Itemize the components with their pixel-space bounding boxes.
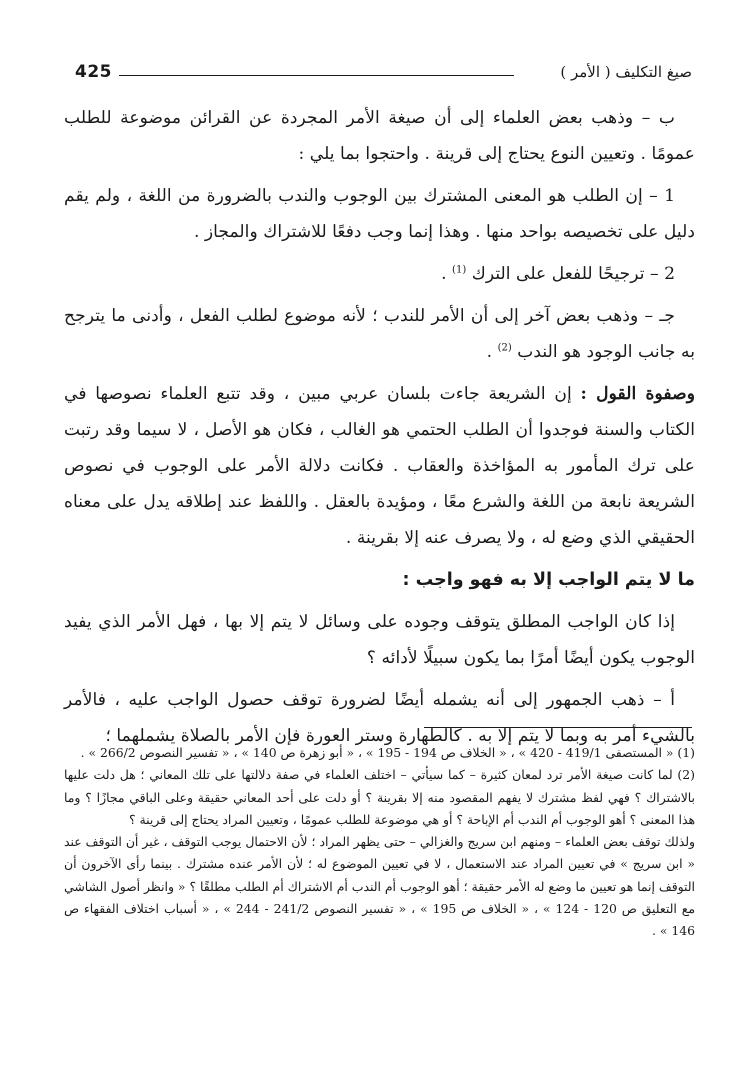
paragraph-j: [64, 298, 695, 370]
main-text: [64, 100, 695, 760]
section-heading: ما لا يتم الواجب إلا به فهو واجب :: [402, 570, 695, 590]
footnote-2: (2) لما كانت صيغة الأمر ترد لمعان كثيرة – كما سيأتي – اختلف العلماء في صفة دلالتها على تلك المعاني ؛ هل دلت عليها بالاشتراك ؟ فهي لفظ مشترك لا يفهم المقصود منه إلا بقرينة ؟ أو دلت على أحد المعاني حقيقة وعلى الباقي مجازًا ؟ وما هذا المعنى ؟ أهو الوجوب أم الندب أم الإباحة ؟ أو هي موضوعة للطلب عمومًا ، وتعيين المراد يحتاج إلى قرينة ؟: [64, 767, 695, 827]
paragraph-2: [64, 256, 695, 292]
paragraph-2-end: .: [441, 264, 453, 284]
footnote-ref-1[interactable]: (1): [452, 264, 467, 276]
paragraph-2-text: 2 – ترجيحًا للفعل على الترك: [471, 264, 675, 284]
paragraph-a: أ – ذهب الجمهور إلى أنه يشمله أيضًا لضرورة توقف حصول الواجب عليه ، فالأمر بالشيء أمر به وبما لا يتم إلا به . كالطهارة وستر العورة فإن الأمر بالصلاة يشملهما ؛: [64, 690, 695, 746]
question-paragraph: إذا كان الواجب المطلق يتوقف وجوده على وسائل لا يتم إلا بها ، فهل الأمر الذي يفيد الوجوب يكون أيضًا أمرًا بما يكون سبيلًا لأدائه ؟: [64, 612, 695, 668]
page-number: 425: [75, 62, 112, 82]
paragraph-j-end: .: [486, 342, 498, 362]
summary-text: إن الشريعة جاءت بلسان عربي مبين ، وقد تتبع العلماء نصوصها في الكتاب والسنة فوجدوا أن الطلب الحتمي هو الغالب ، فكان هو الأصل ، لا سيما وقد رتبت على ترك المأمور به المؤاخذة والعقاب . فكانت دلالة الأمر على الوجوب في نصوص الشريعة نابعة من اللغة والشرع معًا ، ومؤيدة بالعقل . واللفظ عند إطلاقه يدل على معناه الحقيقي الذي وضع له ، ولا يصرف عنه إلا بقرينة .: [64, 384, 695, 548]
paragraph-b: ب – وذهب بعض العلماء إلى أن صيغة الأمر المجردة عن القرائن موضوعة للطلب عمومًا . وتعيين النوع يحتاج إلى قرينة . واحتجوا بما يلي :: [64, 108, 695, 164]
footnote-ref-2[interactable]: (2): [497, 342, 512, 354]
footnotes: [64, 742, 695, 943]
paragraph-1: 1 – إن الطلب هو المعنى المشترك بين الوجوب والندب بالضرورة من اللغة ، ولم يقم دليل على تخصيصه بواحد منها . وهذا إنما وجب دفعًا للاشتراك والمجاز .: [64, 186, 695, 242]
summary-lead: وصفوة القول :: [580, 384, 695, 404]
header-rule: [119, 75, 514, 76]
paragraph-j-text: جـ – وذهب بعض آخر إلى أن الأمر للندب ؛ لأنه موضوع لطلب الفعل ، وأدنى ما يترجح به جانب الوجود هو الندب: [64, 306, 695, 362]
footnote-1: (1) « المستصفى 419/1 - 420 » ، « الخلاف ص 194 - 195 » ، « أبو زهرة ص 140 » ، « تفسير النصوص 266/2 » .: [80, 745, 695, 760]
summary-paragraph: [64, 376, 695, 556]
chapter-title: صيغ التكليف ( الأمر ): [560, 63, 692, 81]
footnote-separator: [424, 727, 692, 728]
running-header: [75, 62, 692, 86]
footnote-2-continued: ولذلك توقف بعض العلماء – ومنهم ابن سريج والغزالي – حتى يظهر المراد ؛ لأن الاحتمال يوجب التوقف ، غير أن التوقف عند « ابن سريج » في تعيين المراد عند الاستعمال ، لا في تعيين الموضوع له ؛ لأن الأمر عنده مشترك . بينما رأى الآخرون أن التوقف إنما هو تعيين ما وضع له الأمر حقيقة ؛ أهو الوجوب أم الندب أم الاشتراك أم الطلب مطلقًا ؟ « وانظر أصول الشاشي مع التعليق ص 120 - 124 » ، « الخلاف ص 195 » ، « تفسير النصوص 241/2 - 244 » ، « أسباب اختلاف الفقهاء ص 146 » .: [64, 834, 695, 939]
